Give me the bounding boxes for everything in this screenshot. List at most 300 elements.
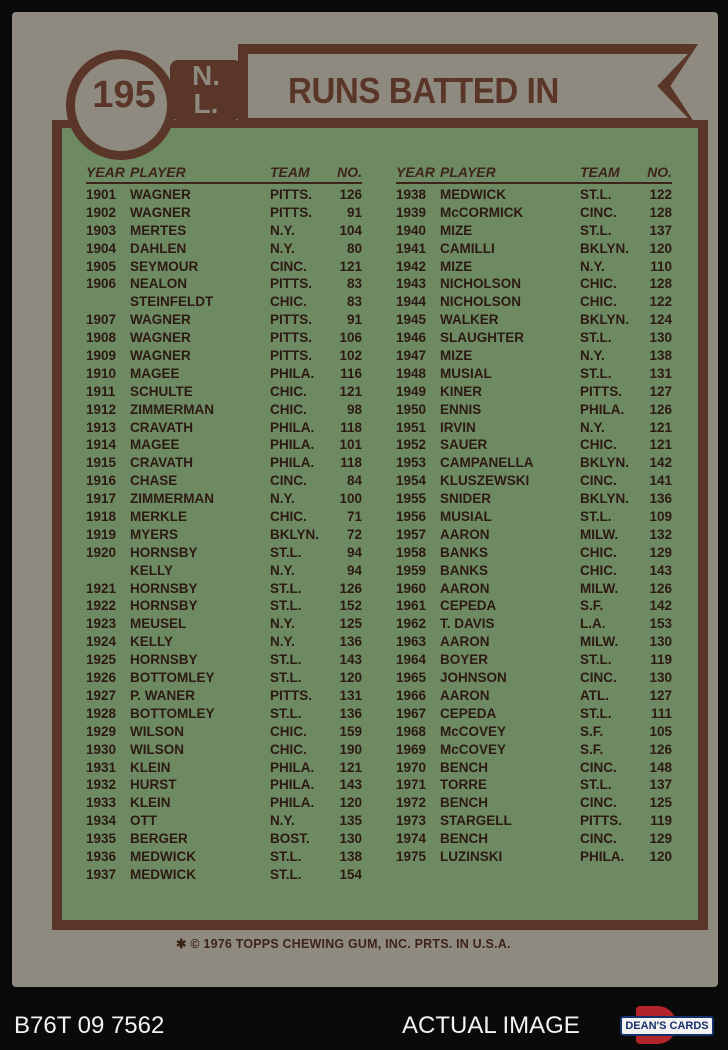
stat-row <box>396 633 672 651</box>
year-cell: 1956 <box>396 509 427 525</box>
stat-row <box>396 741 672 759</box>
stat-row <box>86 329 362 347</box>
player-cell: WAGNER <box>130 330 191 346</box>
stat-row <box>86 669 362 687</box>
player-cell: BOTTOMLEY <box>130 705 215 721</box>
player-cell: MEDWICK <box>130 848 196 864</box>
rbi-cell: 129 <box>649 544 672 560</box>
year-cell: 1923 <box>86 616 117 632</box>
rbi-cell: 130 <box>649 670 672 686</box>
year-cell: 1910 <box>86 365 117 381</box>
stat-row <box>396 490 672 508</box>
year-cell: 1966 <box>396 687 427 703</box>
rbi-cell: 153 <box>649 616 672 632</box>
team-cell: CINC. <box>580 795 617 811</box>
rbi-cell: 121 <box>339 759 362 775</box>
rbi-cell: 142 <box>649 598 672 614</box>
year-cell: 1974 <box>396 831 427 847</box>
rbi-cell: 190 <box>339 741 362 757</box>
stat-row <box>396 776 672 794</box>
stat-row <box>86 436 362 454</box>
player-cell: ZIMMERMAN <box>130 491 214 507</box>
year-cell: 1938 <box>396 187 427 202</box>
player-cell: MAGEE <box>130 365 180 381</box>
year-cell: 1911 <box>86 383 116 399</box>
year-cell: 1928 <box>86 705 117 721</box>
year-cell: 1907 <box>86 312 117 328</box>
year-cell: 1927 <box>86 687 117 703</box>
player-cell: SNIDER <box>440 491 492 507</box>
stat-row <box>396 204 672 222</box>
player-cell: WILSON <box>130 723 184 739</box>
team-cell: BKLYN. <box>270 526 320 542</box>
player-cell: ZIMMERMAN <box>130 401 214 417</box>
year-cell: 1916 <box>86 473 117 489</box>
player-cell: WILSON <box>130 741 184 757</box>
team-cell: PITTS. <box>580 813 623 829</box>
team-cell: CHIC. <box>580 544 617 560</box>
team-cell: PITTS. <box>270 330 313 346</box>
rbi-cell: 91 <box>346 312 362 328</box>
stat-row <box>86 687 362 705</box>
player-cell: KELLY <box>130 634 174 650</box>
year-cell: 1919 <box>86 526 117 542</box>
stat-row <box>86 705 362 723</box>
team-cell: BKLYN. <box>580 240 630 256</box>
year-cell: 1925 <box>86 652 117 668</box>
year-cell: 1939 <box>396 204 427 220</box>
rbi-cell: 71 <box>346 509 362 525</box>
player-cell: LUZINSKI <box>440 848 503 864</box>
rbi-cell: 94 <box>346 544 362 560</box>
year-cell: 1913 <box>86 419 117 435</box>
player-cell: BERGER <box>130 831 188 847</box>
year-cell: 1936 <box>86 848 117 864</box>
team-cell: CINC. <box>580 670 617 686</box>
rbi-cell: 126 <box>339 187 362 202</box>
team-cell: ST.L. <box>270 705 302 721</box>
year-cell: 1957 <box>396 526 427 542</box>
stat-row <box>86 401 362 419</box>
team-cell: N.Y. <box>580 258 605 274</box>
stat-row <box>86 275 362 293</box>
year-cell: 1945 <box>396 312 427 328</box>
player-cell: ENNIS <box>440 401 482 417</box>
player-cell: McCOVEY <box>440 741 507 757</box>
stat-row <box>86 526 362 544</box>
copyright-line: ✱ © 1976 TOPPS CHEWING GUM, INC. PRTS. IN U.S.A. <box>176 937 511 951</box>
stat-row <box>396 705 672 723</box>
player-cell: BANKS <box>440 562 489 578</box>
player-cell: DAHLEN <box>130 240 187 256</box>
player-cell: WAGNER <box>130 187 191 202</box>
league-label: N. L. <box>192 60 220 119</box>
stat-row <box>86 186 362 204</box>
stat-row <box>396 240 672 258</box>
rbi-cell: 138 <box>339 848 362 864</box>
stat-row <box>396 258 672 276</box>
stats-rows-right <box>396 186 672 866</box>
rbi-cell: 136 <box>339 705 362 721</box>
player-cell: MERKLE <box>130 509 187 525</box>
rbi-cell: 143 <box>649 562 672 578</box>
team-cell: PHILA. <box>270 455 315 471</box>
year-cell: 1975 <box>396 848 427 864</box>
player-cell: HORNSBY <box>130 544 198 560</box>
year-cell: 1912 <box>86 401 117 417</box>
player-cell: KELLY <box>130 562 174 578</box>
stat-row <box>86 794 362 812</box>
header-year: YEAR <box>86 164 125 180</box>
inventory-code: B76T 09 7562 <box>14 1012 165 1039</box>
player-cell: CRAVATH <box>130 455 193 471</box>
stat-row <box>86 508 362 526</box>
stat-row <box>86 633 362 651</box>
rbi-cell: 143 <box>339 652 362 668</box>
team-cell: PITTS. <box>580 383 623 399</box>
year-cell: 1933 <box>86 795 117 811</box>
rbi-cell: 121 <box>339 258 362 274</box>
team-cell: ST.L. <box>270 598 302 614</box>
stat-row <box>86 615 362 633</box>
team-cell: PHILA. <box>270 437 315 453</box>
year-cell: 1948 <box>396 365 427 381</box>
stat-row <box>396 401 672 419</box>
stat-row <box>396 830 672 848</box>
rbi-cell: 128 <box>649 276 672 292</box>
stat-row <box>396 651 672 669</box>
team-cell: CHIC. <box>580 276 617 292</box>
rbi-cell: 118 <box>340 419 362 435</box>
stat-row <box>396 597 672 615</box>
team-cell: PHILA. <box>580 401 625 417</box>
team-cell: ST.L. <box>580 652 612 668</box>
team-cell: ST.L. <box>270 652 302 668</box>
year-cell: 1929 <box>86 723 117 739</box>
team-cell: N.Y. <box>270 634 295 650</box>
team-cell: PHILA. <box>270 365 315 381</box>
player-cell: AARON <box>440 580 490 596</box>
player-cell: MIZE <box>440 222 473 238</box>
year-cell <box>86 293 130 311</box>
header-no: NO. <box>337 164 362 180</box>
player-cell: CAMPANELLA <box>440 455 534 471</box>
player-cell: MAGEE <box>130 437 180 453</box>
year-cell: 1901 <box>86 187 117 202</box>
team-cell: PHILA. <box>270 419 315 435</box>
team-cell: PITTS. <box>270 204 313 220</box>
year-cell: 1955 <box>396 491 427 507</box>
year-cell: 1946 <box>396 330 427 346</box>
player-cell: McCOVEY <box>440 723 507 739</box>
player-cell: WALKER <box>440 312 499 328</box>
year-cell: 1914 <box>86 437 117 453</box>
stat-row <box>396 615 672 633</box>
rbi-cell: 98 <box>346 401 362 417</box>
team-cell: N.Y. <box>270 813 295 829</box>
player-cell: T. DAVIS <box>440 616 495 632</box>
rbi-cell: 120 <box>339 795 362 811</box>
team-cell: N.Y. <box>270 562 295 578</box>
stat-row <box>396 580 672 598</box>
year-cell: 1954 <box>396 473 427 489</box>
team-cell: N.Y. <box>270 240 295 256</box>
stat-row <box>396 687 672 705</box>
player-cell: BANKS <box>440 544 489 560</box>
year-cell: 1972 <box>396 795 427 811</box>
stat-row <box>396 293 672 311</box>
team-cell: CHIC. <box>580 562 617 578</box>
year-cell: 1943 <box>396 276 427 292</box>
stat-row <box>396 472 672 490</box>
year-cell: 1973 <box>396 813 427 829</box>
year-cell: 1903 <box>86 222 117 238</box>
player-cell: McCORMICK <box>440 204 524 220</box>
team-cell: L.A. <box>580 616 606 632</box>
player-cell: CRAVATH <box>130 419 193 435</box>
logo-text: DEAN'S CARDS <box>620 1016 714 1036</box>
stats-rows-left <box>86 186 362 884</box>
team-cell: ST.L. <box>580 509 612 525</box>
rbi-cell: 148 <box>649 759 672 775</box>
year-cell: 1915 <box>86 455 117 471</box>
rbi-cell: 101 <box>339 437 362 453</box>
card-number: 195 <box>92 74 156 116</box>
actual-image-label: ACTUAL IMAGE <box>402 1012 580 1039</box>
stat-row <box>396 508 672 526</box>
player-cell: TORRE <box>440 777 488 793</box>
year-cell: 1951 <box>396 419 427 435</box>
stat-row <box>86 222 362 240</box>
team-cell: CHIC. <box>580 294 617 310</box>
rbi-cell: 125 <box>339 616 362 632</box>
team-cell: ST.L. <box>270 848 302 864</box>
rbi-cell: 100 <box>339 491 362 507</box>
year-cell: 1967 <box>396 705 427 721</box>
rbi-cell: 125 <box>649 795 672 811</box>
stat-row <box>396 329 672 347</box>
year-cell: 1917 <box>86 491 117 507</box>
year-cell: 1909 <box>86 348 117 364</box>
rbi-cell: 121 <box>339 383 362 399</box>
team-cell: ST.L. <box>580 365 612 381</box>
player-cell: SCHULTE <box>130 383 193 399</box>
team-cell: BKLYN. <box>580 455 630 471</box>
stat-row <box>86 830 362 848</box>
stat-row <box>86 580 362 598</box>
rbi-cell: 119 <box>650 652 672 668</box>
team-cell: CHIC. <box>270 509 307 525</box>
team-cell: N.Y. <box>270 616 295 632</box>
stat-row <box>396 812 672 830</box>
player-cell: JOHNSON <box>440 670 507 686</box>
player-cell: OTT <box>130 813 157 829</box>
year-cell: 1961 <box>396 598 427 614</box>
year-cell: 1944 <box>396 294 427 310</box>
year-cell: 1905 <box>86 258 117 274</box>
player-cell: MIZE <box>440 258 473 274</box>
team-cell: PHILA. <box>580 848 625 864</box>
stat-row <box>396 222 672 240</box>
rbi-cell: 102 <box>339 348 362 364</box>
rbi-cell: 152 <box>339 598 362 614</box>
rbi-cell: 129 <box>649 831 672 847</box>
player-cell: MIZE <box>440 348 473 364</box>
team-cell: CHIC. <box>270 383 307 399</box>
player-cell: SAUER <box>440 437 488 453</box>
player-cell: HORNSBY <box>130 598 198 614</box>
rbi-cell: 120 <box>649 240 672 256</box>
stat-row <box>86 866 362 884</box>
player-cell: CAMILLI <box>440 240 495 256</box>
player-cell: BOTTOMLEY <box>130 670 215 686</box>
rbi-cell: 109 <box>649 509 672 525</box>
player-cell: MEDWICK <box>130 866 196 882</box>
player-cell: NICHOLSON <box>440 276 521 292</box>
year-cell: 1926 <box>86 670 117 686</box>
card-title: RUNS BATTED IN <box>288 70 559 111</box>
year-cell: 1969 <box>396 741 427 757</box>
header-team: TEAM <box>270 164 310 180</box>
stat-row <box>396 275 672 293</box>
rbi-cell: 142 <box>649 455 672 471</box>
player-cell: KLEIN <box>130 795 171 811</box>
rbi-cell: 126 <box>649 401 672 417</box>
year-cell: 1947 <box>396 348 427 364</box>
year-cell: 1960 <box>396 580 427 596</box>
rbi-cell: 131 <box>339 687 362 703</box>
rbi-cell: 131 <box>649 365 672 381</box>
player-cell: NEALON <box>130 276 187 292</box>
team-cell: ST.L. <box>270 866 302 882</box>
stat-row <box>396 454 672 472</box>
year-cell: 1904 <box>86 240 117 256</box>
team-cell: CHIC. <box>270 294 307 310</box>
year-cell: 1941 <box>396 240 427 256</box>
team-cell: S.F. <box>580 723 604 739</box>
year-cell: 1921 <box>86 580 117 596</box>
rbi-cell: 121 <box>649 437 672 453</box>
year-cell: 1942 <box>396 258 427 274</box>
stat-row <box>86 311 362 329</box>
stat-row <box>396 347 672 365</box>
stat-row <box>86 544 362 562</box>
stat-row <box>86 383 362 401</box>
stat-row <box>86 776 362 794</box>
team-cell: PITTS. <box>270 312 313 328</box>
column-header <box>396 164 672 184</box>
year-cell: 1949 <box>396 383 427 399</box>
team-cell: S.F. <box>580 741 604 757</box>
rbi-cell: 111 <box>650 705 672 721</box>
player-cell: BOYER <box>440 652 489 668</box>
year-cell: 1964 <box>396 652 427 668</box>
rbi-cell: 126 <box>649 580 672 596</box>
year-cell: 1963 <box>396 634 427 650</box>
rbi-cell: 80 <box>346 240 362 256</box>
year-cell: 1906 <box>86 276 117 292</box>
rbi-cell: 119 <box>650 813 672 829</box>
team-cell: PHILA. <box>270 777 315 793</box>
rbi-cell: 136 <box>649 491 672 507</box>
rbi-cell: 127 <box>649 687 672 703</box>
year-cell: 1908 <box>86 330 117 346</box>
player-cell: MUSIAL <box>440 365 492 381</box>
rbi-cell: 83 <box>346 294 362 310</box>
team-cell: N.Y. <box>580 348 605 364</box>
stat-row <box>86 562 362 580</box>
team-cell: ST.L. <box>580 222 612 238</box>
player-cell: HORNSBY <box>130 580 198 596</box>
year-cell: 1932 <box>86 777 117 793</box>
team-cell: CINC. <box>270 473 307 489</box>
player-cell: P. WANER <box>130 687 196 703</box>
rbi-cell: 141 <box>649 473 672 489</box>
stat-row <box>86 472 362 490</box>
rbi-cell: 126 <box>339 580 362 596</box>
stat-row <box>86 812 362 830</box>
player-cell: AARON <box>440 634 490 650</box>
stat-row <box>86 293 362 311</box>
team-cell: ST.L. <box>270 670 302 686</box>
stat-row <box>396 311 672 329</box>
team-cell: PHILA. <box>270 795 315 811</box>
year-cell: 1930 <box>86 741 117 757</box>
year-cell: 1968 <box>396 723 427 739</box>
team-cell: MILW. <box>580 580 619 596</box>
player-cell: IRVIN <box>440 419 476 435</box>
player-cell: SLAUGHTER <box>440 330 524 346</box>
year-cell: 1952 <box>396 437 427 453</box>
rbi-cell: 116 <box>340 365 362 381</box>
year-cell: 1953 <box>396 455 427 471</box>
team-cell: MILW. <box>580 526 619 542</box>
rbi-cell: 130 <box>339 831 362 847</box>
deans-cards-logo <box>614 1006 716 1044</box>
stat-row <box>86 454 362 472</box>
stat-row <box>396 544 672 562</box>
stats-column-right <box>396 164 672 866</box>
player-cell: MUSIAL <box>440 509 492 525</box>
rbi-cell: 120 <box>649 848 672 864</box>
year-cell: 1971 <box>396 777 427 793</box>
header-player: PLAYER <box>440 164 496 180</box>
stat-row <box>86 759 362 777</box>
team-cell: ST.L. <box>580 777 612 793</box>
team-cell: CHIC. <box>580 437 617 453</box>
player-cell: CEPEDA <box>440 598 497 614</box>
rbi-cell: 121 <box>649 419 672 435</box>
stat-row <box>86 347 362 365</box>
team-cell: ST.L. <box>270 580 302 596</box>
rbi-cell: 128 <box>649 204 672 220</box>
rbi-cell: 143 <box>339 777 362 793</box>
team-cell: BKLYN. <box>580 312 630 328</box>
team-cell: PITTS. <box>270 687 313 703</box>
player-cell: KLUSZEWSKI <box>440 473 530 489</box>
team-cell: PITTS. <box>270 348 313 364</box>
player-cell: HORNSBY <box>130 652 198 668</box>
rbi-cell: 159 <box>339 723 362 739</box>
stat-row <box>396 562 672 580</box>
team-cell: CHIC. <box>270 741 307 757</box>
rbi-cell: 118 <box>340 455 362 471</box>
stat-row <box>86 490 362 508</box>
stat-row <box>396 365 672 383</box>
team-cell: S.F. <box>580 598 604 614</box>
team-cell: CINC. <box>580 759 617 775</box>
player-cell: STARGELL <box>440 813 512 829</box>
